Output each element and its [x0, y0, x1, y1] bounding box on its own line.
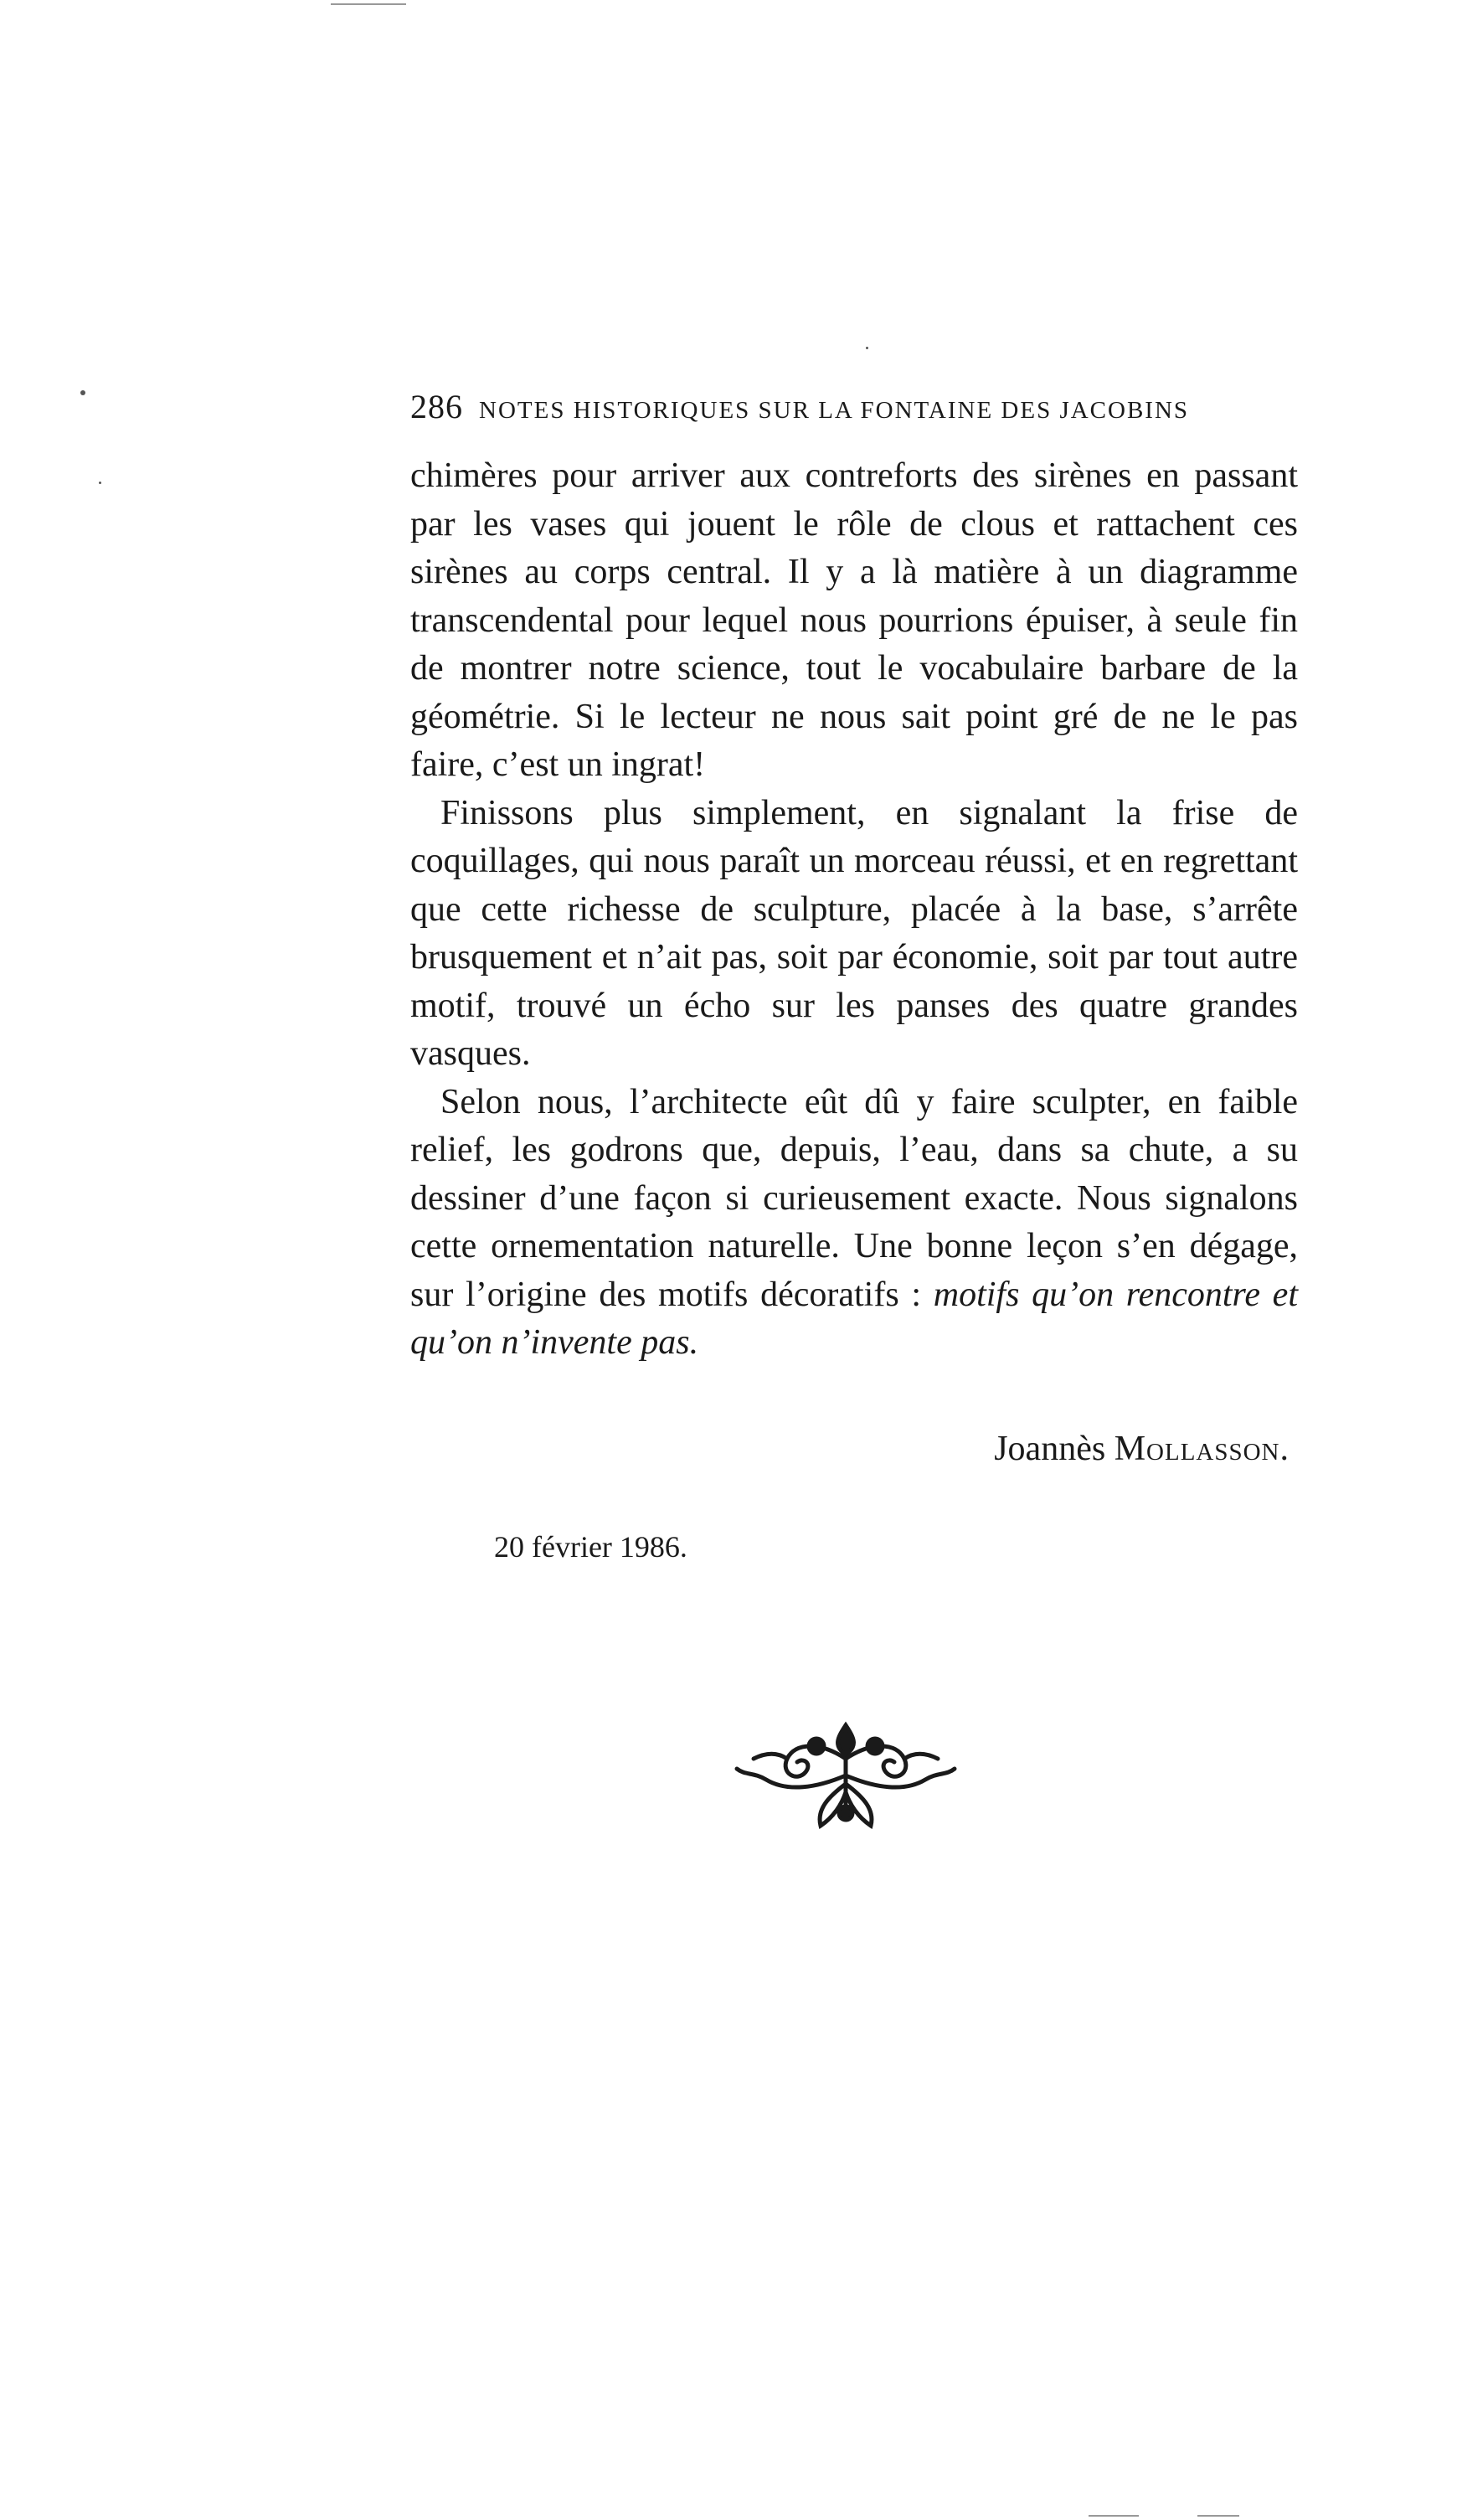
page-number: 286 [410, 388, 463, 425]
author-signature [904, 1424, 1290, 1474]
fleuron-ornament-icon [728, 1708, 963, 1834]
scan-edge-mark [1197, 2515, 1239, 2517]
scan-edge-mark [331, 3, 406, 5]
date-line: 20 février 1986. [494, 1530, 687, 1564]
italic-quote: motifs qu’on rencontre et qu’on n’invente pas. [410, 1275, 1298, 1362]
author-first-name: Joannès [994, 1430, 1106, 1468]
paragraph-final-text: Selon nous, l’architecte eût dû y faire sculpter, en faible relief, les godrons que, depuis, l’eau, dans sa chute, a su dessiner d’une façon si curieusement exacte. Nous signalons cette ornementation naturelle. Une bonne leçon s’en dégage, sur l’origine des motifs décoratifs : [410, 1082, 1298, 1314]
body-text [410, 452, 1298, 1368]
paragraph-continued: chimères pour arriver aux contreforts des sirènes en passant par les vases qui jouent le rôle de clous et rattachent ces sirènes au corps central. Il y a là matière à un diagramme transcendental pour lequel nous pourrions épuiser, à seule fin de montrer notre science, tout le vocabulaire barbare de la géométrie. Si le lecteur ne nous sait point gré de ne le pas faire, c’est un ingrat! [410, 456, 1298, 784]
scan-speck [866, 347, 868, 349]
scan-speck [99, 482, 101, 484]
scan-edge-mark [1089, 2515, 1139, 2517]
running-head [410, 387, 1298, 426]
running-head-title: NOTES HISTORIQUES SUR LA FONTAINE DES JACOBINS [479, 397, 1190, 424]
author-surname: Mollasson. [1114, 1430, 1290, 1468]
scan-speck [80, 390, 85, 395]
paragraph-final [410, 1079, 1298, 1368]
paragraph: Finissons plus simplement, en signalant la frise de coquillages, qui nous paraît un morceau réussi, et en regrettant que cette richesse de sculpture, placée à la base, s’arrête brusquement et n’ait pas, soit par économie, soit par tout autre motif, trouvé un écho sur les panses des quatre grandes vasques. [410, 793, 1298, 1073]
